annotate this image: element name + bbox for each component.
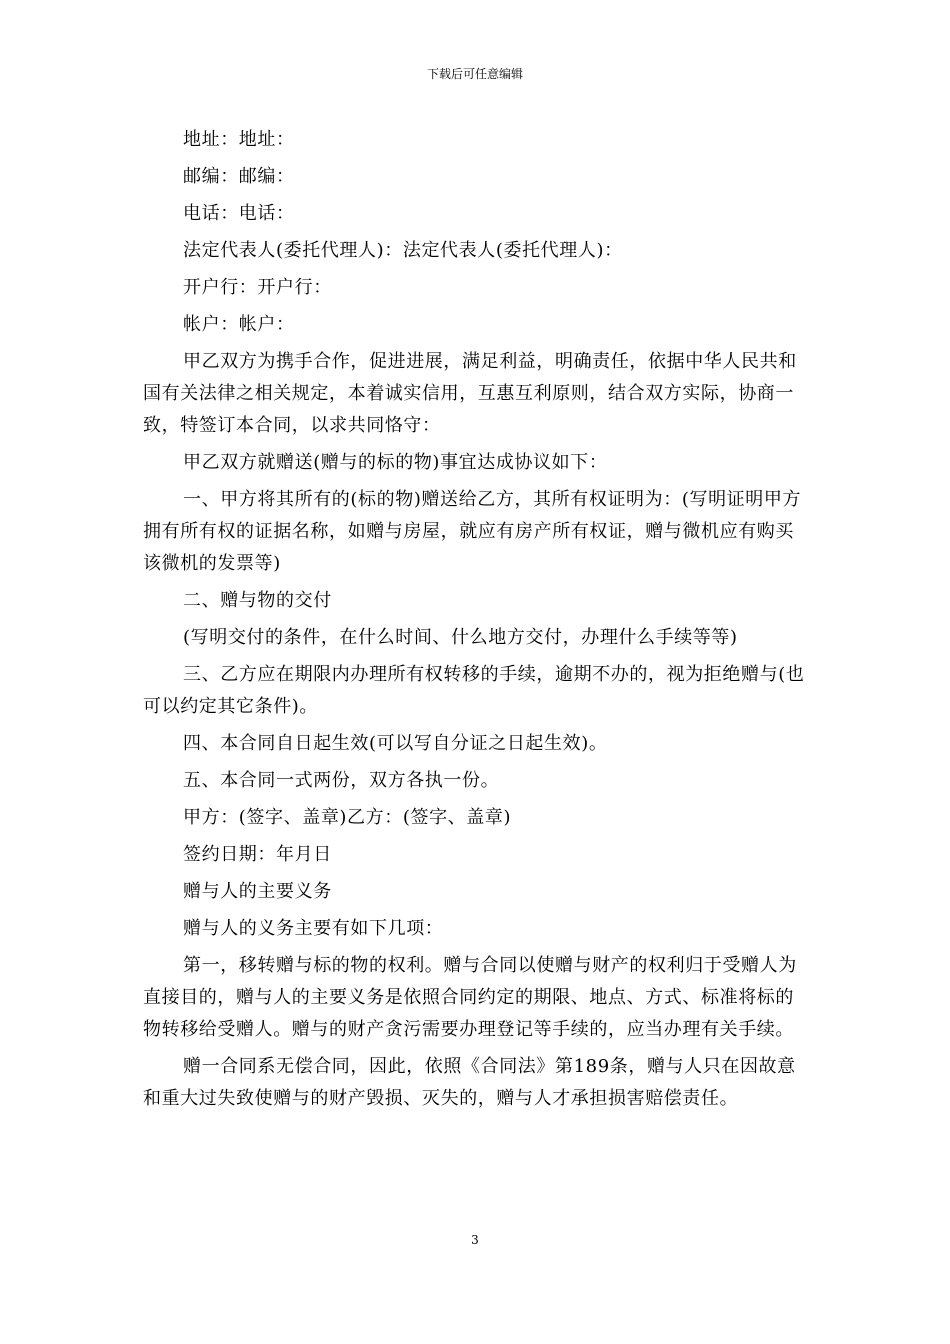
paragraph-phone: 电话：电话： [183, 203, 295, 224]
paragraph-bank: 开户行：开户行： [183, 277, 332, 298]
page-header: 下载后可任意编辑 [426, 67, 523, 81]
paragraph-gratuitous-contract: 赠一合同系无偿合同，因此，依照《合同法》第189条，赠与人只在因故意和重大过失致使赠与的财产毁损、灭失的，赠与人才承担损害赔偿责任。 [143, 1056, 796, 1109]
paragraph-account: 帐户：帐户： [183, 314, 295, 335]
paragraph-signatures: 甲方：(签字、盖章)乙方：(签字、盖章) [183, 807, 512, 828]
document-body [143, 124, 807, 1120]
paragraph-postcode: 邮编：邮编： [183, 166, 295, 187]
section-heading-donor-obligations: 赠与人的主要义务 [183, 881, 332, 902]
paragraph-agreement-intro: 甲乙双方就赠送(赠与的标的物)事宜达成协议如下： [183, 452, 608, 473]
paragraph-address: 地址：地址： [183, 129, 295, 150]
paragraph-preamble: 甲乙双方为携手合作，促进进展，满足利益，明确责任，依据中华人民共和国有关法律之相关规定，本着诚实信用，互惠互利原则，结合双方实际，协商一致，特签订本合同，以求共同恪守： [143, 351, 797, 436]
paragraph-clause-5: 五、本合同一式两份，双方各执一份。 [183, 770, 500, 791]
paragraph-obligation-1: 第一，移转赠与标的物的权利。赠与合同以使赠与财产的权利归于受赠人为直接目的，赠与人的主要义务是依照合同约定的期限、地点、方式、标准将标的物转移给受赠人。赠与的财产贪污需要办理登记等手续的，应当办理有关手续。 [143, 955, 797, 1040]
paragraph-clause-3: 三、乙方应在期限内办理所有权转移的手续，逾期不办的，视为拒绝赠与(也可以约定其它条件)。 [143, 664, 805, 717]
paragraph-sign-date: 签约日期：年月日 [183, 844, 332, 865]
paragraph-clause-2-detail: (写明交付的条件，在什么时间、什么地方交付，办理什么手续等等) [183, 627, 738, 648]
paragraph-obligations-intro: 赠与人的义务主要有如下几项： [183, 918, 444, 939]
paragraph-legal-representative: 法定代表人(委托代理人)：法定代表人(委托代理人)： [183, 240, 623, 261]
page-number: 3 [471, 1233, 479, 1247]
paragraph-clause-2: 二、赠与物的交付 [183, 590, 332, 611]
paragraph-clause-1: 一、甲方将其所有的(标的物)赠送给乙方，其所有权证明为：(写明证明甲方拥有所有权的证据名称，如赠与房屋，就应有房产所有权证，赠与微机应有购买该微机的发票等) [143, 489, 802, 574]
paragraph-clause-4: 四、本合同自日起生效(可以写自分证之日起生效)。 [183, 733, 608, 754]
